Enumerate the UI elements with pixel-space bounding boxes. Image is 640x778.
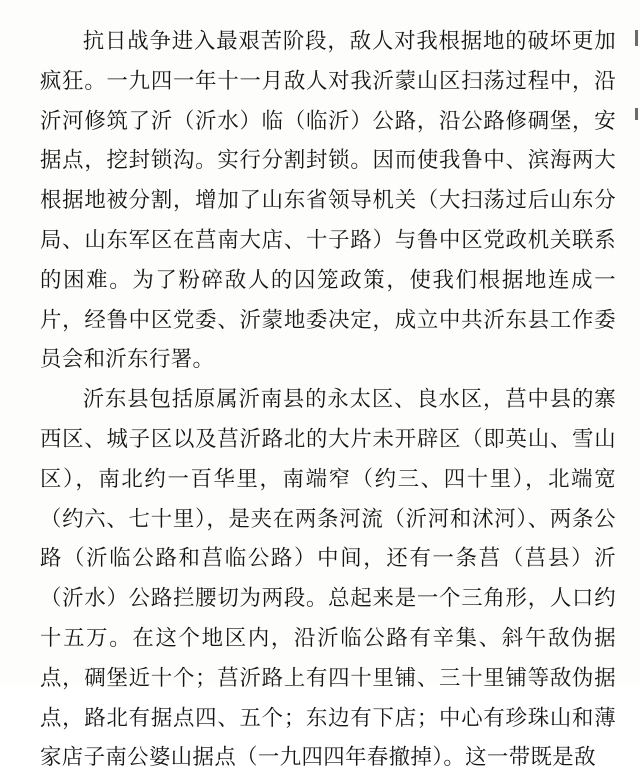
scan-edge-mark xyxy=(635,30,638,46)
paragraph-1: 抗日战争进入最艰苦阶段，敌人对我根据地的破坏更加疯狂。一九四一年十一月敌人对我沂蒙山区扫荡过程中，沿沂河修筑了沂（沂水）临（临沂）公路，沿公路修碉堡，安据点，挖封锁沟。实行分割封锁。因而使我鲁中、滨海两大根据地被分割，增加了山东省领导机关（大扫荡过后山东分局、山东军区在莒南大店、十子路）与鲁中区党政机关联系的困难。为了粉碎敌人的囚笼政策，使我们根据地连成一片，经鲁中区党委、沂蒙地委决定，成立中共沂东县工作委员会和沂东行署。 xyxy=(40,29,616,373)
body-text xyxy=(40,22,616,778)
scan-edge-mark xyxy=(635,108,638,120)
paragraph-2: 沂东县包括原属沂南县的永太区、良水区，莒中县的寨西区、城子区以及莒沂路北的大片未开辟区（即英山、雪山区），南北约一百华里，南端窄（约三、四十里），北端宽（约六、七十里），是夹在两条河流（沂河和沭河）、两条公路（沂临公路和莒临公路）中间，还有一条莒（莒县）沂（沂水）公路拦腰切为两段。总起来是一个三角形，人口约十五万。在这个地区内，沿沂临公路有辛集、斜午敌伪据点，碉堡近十个；莒沂路上有四十里铺、三十里铺等敌伪据点，路北有据点四、五个；东边有下店；中心有珍珠山和薄家店子南公婆山据点（一九四四年春撤掉）。这一带既是敌 xyxy=(40,387,616,771)
